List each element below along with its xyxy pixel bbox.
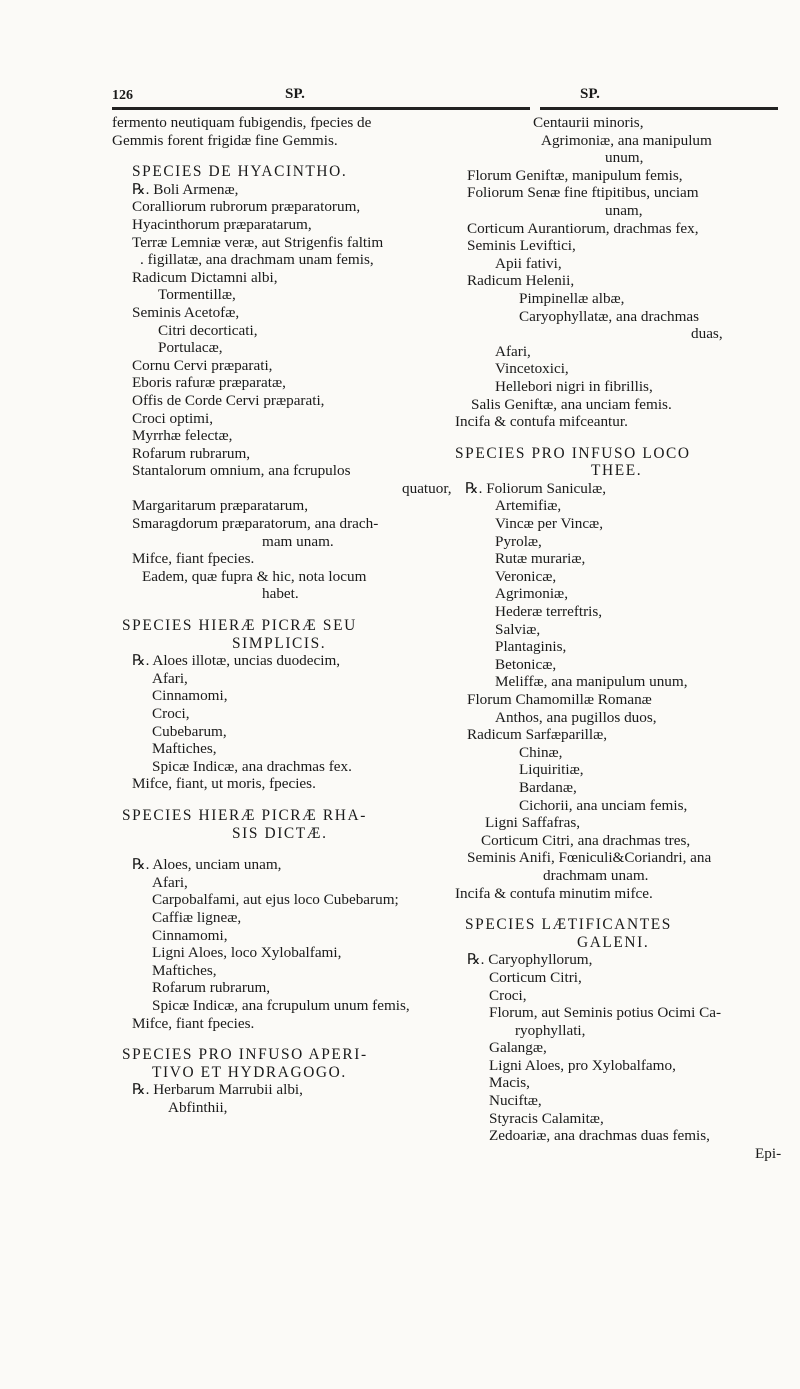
text-line: duas,	[691, 325, 723, 343]
text-line: Maftiches,	[152, 740, 217, 758]
text-line: Smaragdorum præparatorum, ana drach-	[132, 515, 379, 533]
section-heading: SPECIES HIERÆ PICRÆ RHA-	[122, 806, 367, 824]
text-line: Citri decorticati,	[158, 321, 258, 339]
text-line: Anthos, ana pugillos duos,	[495, 708, 657, 726]
text-line: Afari,	[152, 873, 188, 891]
text-line: Cubebarum,	[152, 722, 227, 740]
text-line: Hederæ terreftris,	[495, 603, 603, 621]
text-line: Agrimoniæ, ana manipulum	[541, 131, 712, 149]
text-line: Corticum Citri,	[489, 968, 582, 986]
text-line: Florum Geniftæ, manipulum femis,	[467, 166, 683, 184]
text-line: Agrimoniæ,	[495, 585, 568, 603]
section-heading: GALENI.	[577, 933, 650, 951]
text-line: Chinæ,	[519, 743, 563, 761]
text-line: Coralliorum rubrorum præparatorum,	[132, 198, 361, 216]
text-line: Abfinthii,	[168, 1098, 228, 1116]
text-line: ℞. Aloes, unciam unam,	[132, 856, 282, 874]
text-line: Cichorii, ana unciam femis,	[519, 796, 688, 814]
text-line: Liquiritiæ,	[519, 761, 584, 779]
section-gap	[455, 902, 785, 916]
text-line: Macis,	[489, 1074, 530, 1092]
section-heading: SPECIES LÆTIFICANTES	[465, 916, 672, 934]
text-line: ℞. Caryophyllorum,	[467, 951, 593, 969]
text-line: Ligni Aloes, loco Xylobalfami,	[152, 944, 342, 962]
text-line: Cinnamomi,	[152, 687, 228, 705]
text-line: Cinnamomi,	[152, 926, 228, 944]
text-line: Galangæ,	[489, 1039, 547, 1057]
text-line: Veronicæ,	[495, 567, 557, 585]
text-line: ℞. Aloes illotæ, uncias duodecim,	[132, 652, 341, 670]
text-line: Foliorum Senæ fine ftipitibus, unciam	[467, 184, 699, 202]
text-line: Apii fativi,	[495, 254, 562, 272]
text-line: Centaurii minoris,	[533, 114, 644, 131]
text-line: Salviæ,	[495, 620, 541, 638]
text-line: Croci,	[152, 705, 190, 722]
text-line: Betonicæ,	[495, 655, 557, 673]
text-line: Eboris rafuræ præparatæ,	[132, 374, 286, 392]
text-line: Ligni Aloes, pro Xylobalfamo,	[489, 1056, 676, 1074]
text-line: Radicum Dictamni albi,	[132, 268, 278, 286]
text-line: Incifa & contufa mifceantur.	[455, 413, 628, 431]
text-line: Spicæ Indicæ, ana fcrupulum unum femis,	[152, 996, 410, 1014]
page-number: 126	[112, 88, 133, 103]
text-line: unum,	[605, 149, 644, 167]
text-line: Maftiches,	[152, 961, 217, 979]
running-head-right: SP.	[580, 86, 600, 102]
text-line: Vincetoxici,	[495, 360, 569, 378]
text-line: Tormentillæ,	[158, 286, 236, 304]
text-line: Eadem, quæ fupra & hic, nota locum	[142, 567, 367, 585]
text-line: Corticum Citri, ana drachmas tres,	[481, 831, 691, 849]
section-heading: THEE.	[591, 462, 643, 480]
text-line: habet.	[262, 585, 299, 603]
text-line: Caryophyllatæ, ana drachmas	[519, 307, 700, 325]
section-heading: SPECIES PRO INFUSO APERI-	[122, 1046, 368, 1064]
text-line: ℞. Foliorum Saniculæ,	[465, 479, 607, 497]
text-line: fermento neutiquam fubigendis, fpecies de	[112, 114, 372, 131]
section-heading: SIMPLICIS.	[232, 634, 327, 652]
text-line: Rofarum rubrarum,	[152, 979, 271, 997]
text-line: Vincæ per Vincæ,	[495, 515, 603, 533]
text-line: Florum, aut Seminis potius Ocimi Ca-	[489, 1004, 722, 1022]
text-line: Epi-	[755, 1144, 782, 1162]
text-line: Nuciftæ,	[489, 1092, 542, 1110]
text-line: Mifce, fiant fpecies.	[132, 550, 255, 568]
text-line: Florum Chamomillæ Romanæ	[467, 691, 652, 708]
right-column	[455, 114, 785, 1162]
text-line: Meliffæ, ana manipulum unum,	[495, 673, 688, 691]
text-line: Offis de Corde Cervi præparati,	[132, 391, 325, 409]
text-line: Myrrhæ felectæ,	[132, 427, 233, 445]
text-line: Rofarum rubrarum,	[132, 444, 251, 462]
text-line: Plantaginis,	[495, 638, 567, 656]
section-heading: SPECIES HIERÆ PICRÆ SEU	[122, 617, 357, 635]
text-line: Margaritarum præparatarum,	[132, 497, 308, 515]
text-line: Spicæ Indicæ, ana drachmas fex.	[152, 757, 352, 775]
header-rule-right	[540, 107, 778, 110]
text-line: Seminis Anifi, Fœniculi&Coriandri, ana	[467, 849, 712, 867]
text-line: drachmam unam.	[543, 866, 649, 884]
text-line: Portulacæ,	[158, 339, 223, 357]
text-line: Pimpinellæ albæ,	[519, 289, 625, 307]
text-line: Hyacinthorum præparatarum,	[132, 215, 312, 233]
text-line: unam,	[605, 201, 643, 219]
text-line: Caffiæ ligneæ,	[152, 908, 242, 926]
text-line: Artemifiæ,	[495, 497, 562, 515]
text-line: Incifa & contufa minutim mifce.	[455, 884, 653, 902]
text-line: Styracis Calamitæ,	[489, 1109, 604, 1127]
text-line: Stantalorum omnium, ana fcrupulos	[132, 462, 351, 480]
text-line: ℞. Boli Armenæ,	[132, 180, 239, 198]
section-heading: SPECIES DE HYACINTHO.	[132, 163, 348, 181]
text-line: quatuor,	[402, 479, 452, 497]
section-heading: TIVO ET HYDRAGOGO.	[152, 1063, 347, 1081]
text-line: Seminis Acetofæ,	[132, 303, 240, 321]
text-line: Radicum Helenii,	[467, 272, 575, 290]
text-line: Radicum Sarfæparillæ,	[467, 726, 608, 744]
text-line: Seminis Leviftici,	[467, 237, 576, 255]
text-line: Afari,	[495, 342, 531, 360]
section-heading: SPECIES PRO INFUSO LOCO	[455, 444, 691, 462]
text-line: Bardanæ,	[519, 778, 577, 796]
text-line: Croci,	[489, 986, 527, 1004]
text-line: Zedoariæ, ana drachmas duas femis,	[489, 1127, 710, 1145]
text-line: mam unam.	[262, 532, 334, 550]
text-line: Cornu Cervi præparati,	[132, 356, 273, 374]
text-line: . figillatæ, ana drachmam unam femis,	[140, 251, 374, 269]
section-heading: SIS DICTÆ.	[232, 824, 328, 842]
text-line: Terræ Lemniæ veræ, aut Strigenfis faltim	[132, 233, 384, 251]
section-gap	[455, 431, 785, 445]
text-line: Rutæ murariæ,	[495, 550, 586, 568]
text-line: Hellebori nigri in fibrillis,	[495, 377, 653, 395]
text-line: Ligni Saffafras,	[485, 814, 581, 832]
text-line: Mifce, fiant fpecies.	[132, 1014, 255, 1032]
text-line: Pyrolæ,	[495, 532, 542, 550]
running-head-left: SP.	[285, 86, 305, 102]
text-line: Croci optimi,	[132, 409, 213, 427]
text-line: Afari,	[152, 669, 188, 687]
text-line: Mifce, fiant, ut moris, fpecies.	[132, 775, 316, 793]
text-line: Salis Geniftæ, ana unciam femis.	[471, 395, 672, 413]
text-line: ryophyllati,	[515, 1021, 586, 1039]
text-line: Gemmis forent frigidæ fine Gemmis.	[112, 131, 338, 149]
header-rule-left	[112, 107, 530, 110]
text-line: Carpobalfami, aut ejus loco Cubebarum;	[152, 891, 399, 909]
text-line: ℞. Herbarum Marrubii albi,	[132, 1081, 303, 1099]
text-line: Corticum Aurantiorum, drachmas fex,	[467, 219, 699, 237]
